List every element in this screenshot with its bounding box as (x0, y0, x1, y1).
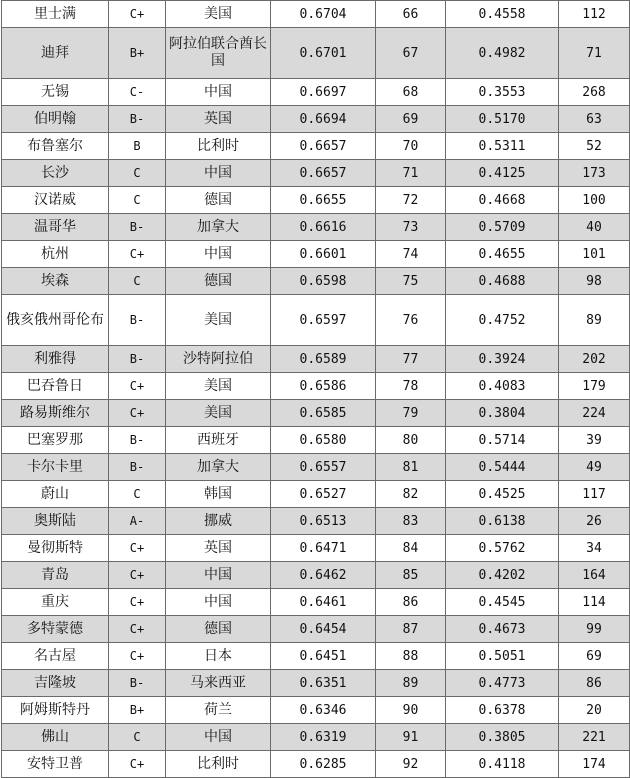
index-cell: 0.4773 (446, 670, 559, 697)
grade-cell: B+ (109, 28, 166, 79)
rank2-cell: 39 (559, 427, 630, 454)
rank2-cell: 112 (559, 1, 630, 28)
city-cell: 长沙 (2, 160, 109, 187)
rank-cell: 83 (376, 508, 446, 535)
rank2-cell: 34 (559, 535, 630, 562)
index-cell: 0.4673 (446, 616, 559, 643)
country-cell: 美国 (166, 400, 271, 427)
rank2-cell: 114 (559, 589, 630, 616)
rank2-cell: 179 (559, 373, 630, 400)
rank2-cell: 69 (559, 643, 630, 670)
index-cell: 0.5311 (446, 133, 559, 160)
grade-cell: C+ (109, 751, 166, 778)
index-cell: 0.5170 (446, 106, 559, 133)
score-cell: 0.6471 (271, 535, 376, 562)
rank-cell: 88 (376, 643, 446, 670)
rank-cell: 79 (376, 400, 446, 427)
rank2-cell: 202 (559, 346, 630, 373)
table-row (2, 427, 630, 454)
score-cell: 0.6351 (271, 670, 376, 697)
score-cell: 0.6513 (271, 508, 376, 535)
rank-cell: 87 (376, 616, 446, 643)
country-cell: 英国 (166, 106, 271, 133)
rank2-cell: 49 (559, 454, 630, 481)
city-cell: 安特卫普 (2, 751, 109, 778)
index-cell: 0.4202 (446, 562, 559, 589)
country-cell: 中国 (166, 562, 271, 589)
score-cell: 0.6585 (271, 400, 376, 427)
rank2-cell: 26 (559, 508, 630, 535)
country-cell: 德国 (166, 616, 271, 643)
table-row (2, 346, 630, 373)
index-cell: 0.3804 (446, 400, 559, 427)
score-cell: 0.6589 (271, 346, 376, 373)
grade-cell: C (109, 481, 166, 508)
city-cell: 巴吞鲁日 (2, 373, 109, 400)
index-cell: 0.4545 (446, 589, 559, 616)
rank-cell: 90 (376, 697, 446, 724)
country-cell: 英国 (166, 535, 271, 562)
rank-cell: 78 (376, 373, 446, 400)
rank-cell: 74 (376, 241, 446, 268)
score-cell: 0.6454 (271, 616, 376, 643)
index-cell: 0.3924 (446, 346, 559, 373)
table-row (2, 535, 630, 562)
table-row (2, 268, 630, 295)
score-cell: 0.6580 (271, 427, 376, 454)
city-cell: 温哥华 (2, 214, 109, 241)
grade-cell: C+ (109, 562, 166, 589)
index-cell: 0.3553 (446, 79, 559, 106)
country-cell: 韩国 (166, 481, 271, 508)
score-cell: 0.6557 (271, 454, 376, 481)
city-cell: 卡尔卡里 (2, 454, 109, 481)
score-cell: 0.6694 (271, 106, 376, 133)
city-cell: 巴塞罗那 (2, 427, 109, 454)
country-cell: 中国 (166, 79, 271, 106)
index-cell: 0.3805 (446, 724, 559, 751)
rank2-cell: 101 (559, 241, 630, 268)
index-cell: 0.4558 (446, 1, 559, 28)
city-cell: 多特蒙德 (2, 616, 109, 643)
country-cell: 中国 (166, 160, 271, 187)
table-row (2, 79, 630, 106)
country-cell: 中国 (166, 589, 271, 616)
rank2-cell: 117 (559, 481, 630, 508)
rank2-cell: 71 (559, 28, 630, 79)
table-row (2, 454, 630, 481)
score-cell: 0.6527 (271, 481, 376, 508)
index-cell: 0.5444 (446, 454, 559, 481)
city-cell: 阿姆斯特丹 (2, 697, 109, 724)
index-cell: 0.5051 (446, 643, 559, 670)
table-row (2, 28, 630, 79)
rank2-cell: 174 (559, 751, 630, 778)
index-cell: 0.4118 (446, 751, 559, 778)
index-cell: 0.6138 (446, 508, 559, 535)
index-cell: 0.4752 (446, 295, 559, 346)
grade-cell: B- (109, 295, 166, 346)
country-cell: 加拿大 (166, 454, 271, 481)
city-cell: 汉诺威 (2, 187, 109, 214)
country-cell: 德国 (166, 268, 271, 295)
country-cell: 德国 (166, 187, 271, 214)
rank-cell: 81 (376, 454, 446, 481)
city-cell: 蔚山 (2, 481, 109, 508)
grade-cell: B- (109, 427, 166, 454)
country-cell: 挪威 (166, 508, 271, 535)
rank2-cell: 99 (559, 616, 630, 643)
table-row (2, 481, 630, 508)
score-cell: 0.6597 (271, 295, 376, 346)
index-cell: 0.5714 (446, 427, 559, 454)
city-cell: 路易斯维尔 (2, 400, 109, 427)
score-cell: 0.6285 (271, 751, 376, 778)
score-cell: 0.6697 (271, 79, 376, 106)
grade-cell: B- (109, 346, 166, 373)
table-row (2, 670, 630, 697)
index-cell: 0.4655 (446, 241, 559, 268)
country-cell: 沙特阿拉伯 (166, 346, 271, 373)
country-cell: 加拿大 (166, 214, 271, 241)
grade-cell: B+ (109, 697, 166, 724)
grade-cell: C (109, 724, 166, 751)
city-cell: 里士满 (2, 1, 109, 28)
country-cell: 阿拉伯联合酋长国 (166, 28, 271, 79)
score-cell: 0.6462 (271, 562, 376, 589)
city-cell: 无锡 (2, 79, 109, 106)
city-cell: 曼彻斯特 (2, 535, 109, 562)
score-cell: 0.6704 (271, 1, 376, 28)
index-cell: 0.4982 (446, 28, 559, 79)
table-row (2, 724, 630, 751)
country-cell: 比利时 (166, 751, 271, 778)
grade-cell: B- (109, 670, 166, 697)
rank-cell: 73 (376, 214, 446, 241)
city-cell: 重庆 (2, 589, 109, 616)
score-cell: 0.6461 (271, 589, 376, 616)
rank-cell: 72 (376, 187, 446, 214)
table-body (2, 1, 630, 778)
grade-cell: B (109, 133, 166, 160)
rank2-cell: 164 (559, 562, 630, 589)
city-ranking-table (1, 0, 630, 778)
grade-cell: C+ (109, 535, 166, 562)
rank2-cell: 98 (559, 268, 630, 295)
table-row (2, 508, 630, 535)
grade-cell: C (109, 187, 166, 214)
city-cell: 杭州 (2, 241, 109, 268)
rank2-cell: 52 (559, 133, 630, 160)
country-cell: 马来西亚 (166, 670, 271, 697)
rank-cell: 67 (376, 28, 446, 79)
score-cell: 0.6701 (271, 28, 376, 79)
city-cell: 俄亥俄州哥伦布 (2, 295, 109, 346)
grade-cell: B- (109, 214, 166, 241)
country-cell: 日本 (166, 643, 271, 670)
index-cell: 0.5709 (446, 214, 559, 241)
index-cell: 0.4688 (446, 268, 559, 295)
rank2-cell: 86 (559, 670, 630, 697)
grade-cell: C+ (109, 589, 166, 616)
rank-cell: 91 (376, 724, 446, 751)
grade-cell: C+ (109, 373, 166, 400)
grade-cell: A- (109, 508, 166, 535)
rank-cell: 82 (376, 481, 446, 508)
table-row (2, 697, 630, 724)
score-cell: 0.6601 (271, 241, 376, 268)
rank-cell: 68 (376, 79, 446, 106)
rank2-cell: 40 (559, 214, 630, 241)
rank2-cell: 100 (559, 187, 630, 214)
table-row (2, 616, 630, 643)
city-cell: 布鲁塞尔 (2, 133, 109, 160)
table-row (2, 187, 630, 214)
city-cell: 佛山 (2, 724, 109, 751)
table-row (2, 1, 630, 28)
rank-cell: 86 (376, 589, 446, 616)
table-row (2, 373, 630, 400)
rank2-cell: 63 (559, 106, 630, 133)
city-cell: 吉隆坡 (2, 670, 109, 697)
index-cell: 0.6378 (446, 697, 559, 724)
rank-cell: 70 (376, 133, 446, 160)
grade-cell: C+ (109, 616, 166, 643)
index-cell: 0.4525 (446, 481, 559, 508)
rank-cell: 66 (376, 1, 446, 28)
rank-cell: 71 (376, 160, 446, 187)
rank-cell: 80 (376, 427, 446, 454)
city-cell: 青岛 (2, 562, 109, 589)
grade-cell: B- (109, 106, 166, 133)
country-cell: 美国 (166, 1, 271, 28)
score-cell: 0.6598 (271, 268, 376, 295)
score-cell: 0.6616 (271, 214, 376, 241)
rank-cell: 92 (376, 751, 446, 778)
city-cell: 埃森 (2, 268, 109, 295)
rank-cell: 85 (376, 562, 446, 589)
rank-cell: 84 (376, 535, 446, 562)
index-cell: 0.4125 (446, 160, 559, 187)
city-cell: 名古屋 (2, 643, 109, 670)
table-row (2, 589, 630, 616)
score-cell: 0.6657 (271, 160, 376, 187)
city-cell: 伯明翰 (2, 106, 109, 133)
table-row (2, 106, 630, 133)
country-cell: 美国 (166, 295, 271, 346)
grade-cell: C+ (109, 1, 166, 28)
score-cell: 0.6657 (271, 133, 376, 160)
score-cell: 0.6346 (271, 697, 376, 724)
table-row (2, 643, 630, 670)
country-cell: 荷兰 (166, 697, 271, 724)
rank-cell: 76 (376, 295, 446, 346)
rank2-cell: 221 (559, 724, 630, 751)
grade-cell: C+ (109, 400, 166, 427)
grade-cell: C+ (109, 643, 166, 670)
rank2-cell: 268 (559, 79, 630, 106)
grade-cell: B- (109, 454, 166, 481)
rank-cell: 75 (376, 268, 446, 295)
index-cell: 0.5762 (446, 535, 559, 562)
table-row (2, 133, 630, 160)
rank-cell: 69 (376, 106, 446, 133)
city-cell: 利雅得 (2, 346, 109, 373)
grade-cell: C+ (109, 241, 166, 268)
city-cell: 奥斯陆 (2, 508, 109, 535)
score-cell: 0.6586 (271, 373, 376, 400)
score-cell: 0.6655 (271, 187, 376, 214)
table-row (2, 214, 630, 241)
rank-cell: 89 (376, 670, 446, 697)
country-cell: 中国 (166, 241, 271, 268)
country-cell: 中国 (166, 724, 271, 751)
index-cell: 0.4083 (446, 373, 559, 400)
rank2-cell: 224 (559, 400, 630, 427)
table-row (2, 751, 630, 778)
table-row (2, 400, 630, 427)
score-cell: 0.6451 (271, 643, 376, 670)
city-cell: 迪拜 (2, 28, 109, 79)
rank2-cell: 173 (559, 160, 630, 187)
country-cell: 比利时 (166, 133, 271, 160)
grade-cell: C- (109, 79, 166, 106)
table-row (2, 295, 630, 346)
table-row (2, 160, 630, 187)
rank2-cell: 20 (559, 697, 630, 724)
table-row (2, 562, 630, 589)
grade-cell: C (109, 160, 166, 187)
country-cell: 美国 (166, 373, 271, 400)
rank-cell: 77 (376, 346, 446, 373)
country-cell: 西班牙 (166, 427, 271, 454)
rank2-cell: 89 (559, 295, 630, 346)
grade-cell: C (109, 268, 166, 295)
table-row (2, 241, 630, 268)
index-cell: 0.4668 (446, 187, 559, 214)
score-cell: 0.6319 (271, 724, 376, 751)
